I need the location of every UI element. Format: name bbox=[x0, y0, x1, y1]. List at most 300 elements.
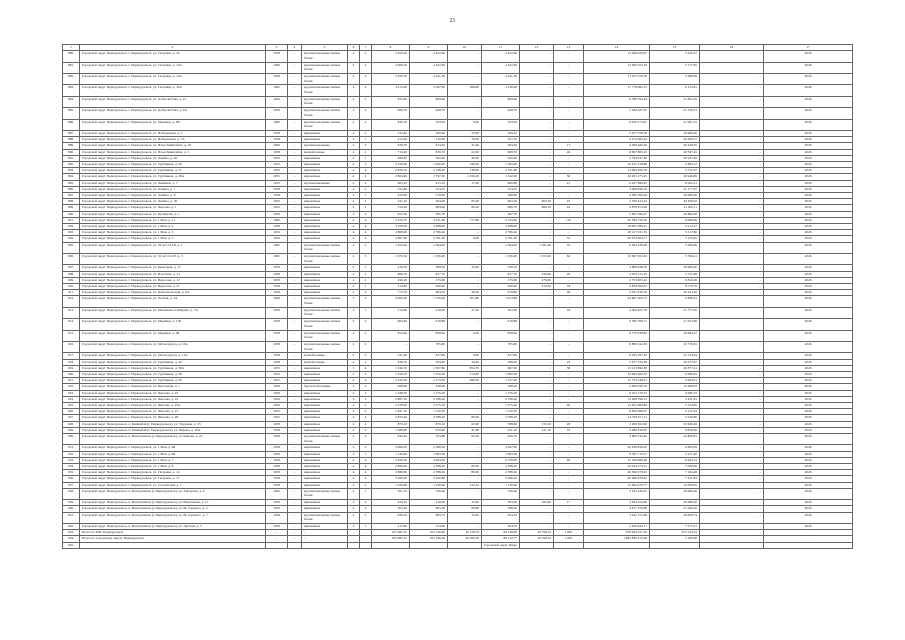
table-cell: 352,80 bbox=[372, 186, 410, 192]
table-cell: 4 bbox=[348, 174, 360, 180]
table-cell: 2 788,20 bbox=[410, 470, 448, 476]
table-cell: 33,00 bbox=[448, 500, 482, 506]
table-cell: 3 251,60 bbox=[410, 217, 448, 223]
address-cell: Городской округ Первоуральск, г. Первоуральск, ул. Чкалова, д. 43 bbox=[80, 390, 266, 396]
table-cell: кирпичные bbox=[302, 415, 348, 421]
table-cell: 391,00 bbox=[482, 307, 520, 318]
table-cell: 915. bbox=[63, 330, 80, 341]
table-cell: – bbox=[700, 307, 764, 318]
table-cell: крупнопанельные жилые блоки bbox=[302, 330, 348, 341]
table-cell: кирпичные bbox=[302, 223, 348, 229]
table-cell bbox=[360, 542, 372, 548]
table-cell: 1958 bbox=[266, 319, 288, 330]
table-cell: – bbox=[348, 530, 360, 536]
table-cell: 2 788,20 bbox=[410, 463, 448, 469]
table-cell: 613,10 bbox=[410, 180, 448, 186]
table-cell: – bbox=[448, 96, 482, 107]
table-cell: 17 778 682,53 bbox=[584, 85, 650, 96]
table-cell: – bbox=[554, 85, 584, 96]
table-cell: 1958 bbox=[266, 186, 288, 192]
column-number: 8 bbox=[372, 45, 410, 51]
table-cell: 3 bbox=[348, 396, 360, 402]
table-cell: – bbox=[288, 390, 302, 396]
table-cell: 899. bbox=[63, 205, 80, 211]
table-cell: 1955 bbox=[266, 378, 288, 384]
table-cell: – bbox=[700, 217, 764, 223]
table-cell: 2026 bbox=[764, 205, 853, 211]
column-number: 4 bbox=[288, 45, 302, 51]
table-cell: 2 bbox=[348, 277, 360, 283]
table-cell: 2 bbox=[360, 500, 372, 506]
table-cell: – bbox=[700, 296, 764, 307]
table-cell: 1 326,60 bbox=[372, 482, 410, 488]
table-cell: 676,70 bbox=[410, 149, 448, 155]
table-cell: 900. bbox=[63, 211, 80, 217]
table-cell: 941. bbox=[63, 512, 80, 523]
table-cell: – bbox=[700, 230, 764, 236]
table-cell: кирпичные bbox=[302, 168, 348, 174]
table-cell: – bbox=[520, 353, 554, 359]
table-cell: 2026 bbox=[764, 365, 853, 371]
address-cell: Городской округ Первоуральск, г. Первоуральск, ул. 1 Мая, д. 6Б bbox=[80, 445, 266, 451]
table-cell: 2026 bbox=[764, 174, 853, 180]
table-cell: 4 369 466,46 bbox=[584, 143, 650, 149]
table-cell: 2 bbox=[360, 330, 372, 341]
table-cell: 5 180,66 bbox=[650, 536, 700, 542]
table-cell: 2 788,20 bbox=[410, 415, 448, 421]
table-cell: – bbox=[520, 51, 554, 62]
column-number: 15 bbox=[650, 45, 700, 51]
table-cell: – bbox=[448, 271, 482, 277]
table-cell: – bbox=[700, 341, 764, 352]
table-cell: 2 278,40 bbox=[372, 402, 410, 408]
table-cell: 2026 bbox=[764, 168, 853, 174]
table-cell: 5 605 396,47 bbox=[584, 211, 650, 217]
table-cell: – bbox=[288, 500, 302, 506]
table-cell: 2026 bbox=[764, 396, 853, 402]
table-cell: 664,60 bbox=[372, 319, 410, 330]
table-cell: 2026 bbox=[764, 482, 853, 488]
table-cell: – bbox=[288, 451, 302, 457]
table-cell: – bbox=[302, 530, 348, 536]
address-cell: Городской округ Первоуральск, г. Первоуральск, ул. Медиков, д. 9В bbox=[80, 119, 266, 130]
table-cell: 66,80 bbox=[448, 506, 482, 512]
table-cell: 2 866,90 bbox=[372, 463, 410, 469]
table-cell: – bbox=[554, 130, 584, 136]
table-cell: 2 bbox=[360, 277, 372, 283]
table-cell: 84 338,69 bbox=[482, 530, 520, 536]
table-cell: 2 bbox=[360, 433, 372, 444]
table-cell: 2026 bbox=[764, 253, 853, 264]
table-cell: – bbox=[700, 409, 764, 415]
address-cell: Городской округ Первоуральск, г. Первоуральск, ул. Комсомольская, д. 6А bbox=[80, 290, 266, 296]
table-cell: 20 946,89 bbox=[650, 174, 700, 180]
table-cell: 487,70 bbox=[482, 211, 520, 217]
table-cell: 4 274 000,42 bbox=[584, 137, 650, 143]
table-cell: – bbox=[700, 433, 764, 444]
address-cell: Городской округ Первоуральск, г. Первоуральск, ул. Трубников, д. 44 bbox=[80, 359, 266, 365]
table-cell: 7 221,83 bbox=[650, 476, 700, 482]
table-cell: кирпичные bbox=[302, 130, 348, 136]
table-cell: кирпичные bbox=[302, 470, 348, 476]
table-cell: – bbox=[448, 445, 482, 451]
table-cell: 2 bbox=[360, 290, 372, 296]
table-cell: 2026 bbox=[764, 236, 853, 242]
table-cell: – bbox=[700, 180, 764, 186]
address-cell: Городской округ Первоуральск, г. Первоуральск, ул. Добролюбова, д. 41 bbox=[80, 96, 266, 107]
table-cell: 902. bbox=[63, 223, 80, 229]
column-number: 17 bbox=[764, 45, 853, 51]
address-cell: Городской округ Первоуральск, г. Первоуральск, ул. 1 Мая, д. 3 bbox=[80, 230, 266, 236]
table-cell bbox=[410, 542, 448, 548]
table-cell: 2 bbox=[348, 283, 360, 289]
table-cell: 85,00 bbox=[448, 199, 482, 205]
table-cell: – bbox=[302, 536, 348, 542]
table-cell: – bbox=[520, 119, 554, 130]
table-cell: 2 bbox=[348, 384, 360, 390]
table-cell: 724,30 bbox=[372, 205, 410, 211]
table-cell: 2 887,20 bbox=[372, 396, 410, 402]
table-cell: 3 bbox=[348, 390, 360, 396]
table-cell: – bbox=[554, 341, 584, 352]
table-cell: 9 080,33 bbox=[650, 390, 700, 396]
table-cell: крупнопанельные жилые блоки bbox=[302, 296, 348, 307]
table-cell: 4 bbox=[348, 253, 360, 264]
table-cell: 2 868,00 bbox=[372, 230, 410, 236]
table-cell: 32 bbox=[554, 242, 584, 253]
table-cell: 4 bbox=[348, 463, 360, 469]
table-cell: 324,70 bbox=[482, 186, 520, 192]
table-cell: 2026 bbox=[764, 180, 853, 186]
table-cell: – bbox=[700, 512, 764, 523]
table-cell: 8 252 179,37 bbox=[584, 390, 650, 396]
table-cell: 27,20 bbox=[448, 307, 482, 318]
table-cell: – bbox=[700, 378, 764, 384]
table-cell: 2 bbox=[360, 149, 372, 155]
table-cell: 936. bbox=[63, 476, 80, 482]
table-cell: 2 bbox=[360, 242, 372, 253]
table-cell: 2 bbox=[360, 384, 372, 390]
table-cell: 2026 bbox=[764, 488, 853, 499]
table-cell: 2 bbox=[348, 130, 360, 136]
table-row bbox=[63, 542, 853, 548]
table-cell: 2026 bbox=[764, 506, 853, 512]
address-cell: Городской округ Первоуральск, г. Первоуральск, ул. Ленина, д. 20 bbox=[80, 155, 266, 161]
table-cell: – bbox=[700, 396, 764, 402]
table-cell bbox=[700, 542, 764, 548]
table-cell: 2026 bbox=[764, 409, 853, 415]
table-cell: кирпичные bbox=[302, 161, 348, 167]
table-cell: 25 609,49 bbox=[650, 421, 700, 427]
table-cell: 1 537,40 bbox=[482, 378, 520, 384]
table-cell: 663,10 bbox=[372, 180, 410, 186]
table-cell: 817,70 bbox=[482, 271, 520, 277]
table-cell: 2 273,50 bbox=[410, 378, 448, 384]
table-cell: 904. bbox=[63, 236, 80, 242]
table-cell: 5 677 534,38 bbox=[584, 359, 650, 365]
table-cell: 4 bbox=[360, 62, 372, 73]
table-cell: – bbox=[554, 51, 584, 62]
table-cell: 898. bbox=[63, 199, 80, 205]
table-cell: 885. bbox=[63, 108, 80, 119]
table-cell: 3 624 454,06 bbox=[584, 500, 650, 506]
table-cell: 1958 bbox=[266, 457, 288, 463]
table-cell: 2026 bbox=[764, 62, 853, 73]
table-cell: 105 685,12 bbox=[372, 536, 410, 542]
table-cell: крупнопанельные жилые блоки bbox=[302, 488, 348, 499]
table-cell: 9 035 297,43 bbox=[584, 353, 650, 359]
table-cell: – bbox=[520, 319, 554, 330]
table-cell bbox=[266, 542, 288, 548]
table-cell: 4 964,91 bbox=[650, 378, 700, 384]
column-number: 13 bbox=[554, 45, 584, 51]
table-cell: 938. bbox=[63, 488, 80, 499]
table-cell: 2026 bbox=[764, 51, 853, 62]
table-cell: 1964 bbox=[266, 96, 288, 107]
table-cell: – bbox=[554, 265, 584, 271]
table-cell: 2 356 613,44 bbox=[584, 199, 650, 205]
table-cell: 2026 bbox=[764, 378, 853, 384]
table-cell: 1 bbox=[360, 523, 372, 529]
table-cell: 7 575,21 bbox=[650, 523, 700, 529]
table-row bbox=[63, 488, 853, 499]
table-cell: – bbox=[266, 536, 288, 542]
table-cell: 16 798,32 bbox=[520, 536, 554, 542]
table-row bbox=[63, 51, 853, 62]
table-cell: 5 752,07 bbox=[650, 168, 700, 174]
table-cell: 2 bbox=[348, 307, 360, 318]
table-cell: 2 bbox=[360, 96, 372, 107]
table-cell: – bbox=[554, 396, 584, 402]
table-cell: 36 984,47 bbox=[650, 330, 700, 341]
table-cell: – bbox=[372, 341, 410, 352]
table-cell: – bbox=[700, 384, 764, 390]
table-cell: 20 277,67 bbox=[650, 359, 700, 365]
address-cell: Городской округ Первоуральск, п. Новоуткинск (г. Первоуральск), ул. Кирова, д. 23 bbox=[80, 433, 266, 444]
table-cell: 18 bbox=[554, 283, 584, 289]
table-cell: 1956 bbox=[266, 402, 288, 408]
table-cell: – bbox=[554, 96, 584, 107]
table-cell: 1 353,00 bbox=[520, 253, 554, 264]
address-cell: Городской округ Первоуральск, г. Первоуральск, ул. Кузнецова, д. 1 bbox=[80, 211, 266, 217]
table-cell: 2026 bbox=[764, 307, 853, 318]
table-cell: кирпичные bbox=[302, 482, 348, 488]
table-cell: 1965 bbox=[266, 242, 288, 253]
table-cell: 1 bbox=[360, 265, 372, 271]
table-cell: 1 370,20 bbox=[410, 371, 448, 377]
table-cell: 4 bbox=[348, 62, 360, 73]
table-cell: – bbox=[554, 192, 584, 198]
table-cell: 2 275,50 bbox=[410, 402, 448, 408]
table-cell: крупнопанельные жилые блоки bbox=[302, 307, 348, 318]
table-cell: кирпичные bbox=[302, 236, 348, 242]
table-cell bbox=[764, 542, 853, 548]
table-cell: 20 856,74 bbox=[650, 512, 700, 523]
address-cell: Итого по городскому округу Первоуральск bbox=[80, 536, 266, 542]
table-cell: 44,00 bbox=[448, 359, 482, 365]
table-cell: 40,00 bbox=[448, 155, 482, 161]
table-cell: 8 629 368,57 bbox=[584, 409, 650, 415]
table-cell: 16 bbox=[554, 427, 584, 433]
table-cell: 15 246 080,48 bbox=[584, 457, 650, 463]
table-cell: 24 667 405,75 bbox=[584, 296, 650, 307]
table-cell: крупнопанельные жилые блоки bbox=[302, 512, 348, 523]
table-cell: 6 788 194,18 bbox=[584, 96, 650, 107]
table-cell: – bbox=[520, 192, 554, 198]
table-cell: 3 413,00 bbox=[372, 85, 410, 96]
table-cell: 4 bbox=[348, 161, 360, 167]
table-cell: 340,00 bbox=[448, 161, 482, 167]
table-cell: 1958 bbox=[266, 51, 288, 62]
table-cell: 20 886,48 bbox=[650, 211, 700, 217]
address-cell: Городской округ Первоуральск, г. Первоуральск, ул. Трубников, д. 28 bbox=[80, 371, 266, 377]
table-cell: 2 457 558,56 bbox=[584, 130, 650, 136]
table-cell: – bbox=[288, 421, 302, 427]
table-row bbox=[63, 62, 853, 73]
table-cell: 784,50 bbox=[410, 119, 448, 130]
table-cell: 1958 bbox=[266, 421, 288, 427]
table-cell: – bbox=[700, 119, 764, 130]
table-cell: – bbox=[288, 85, 302, 96]
table-cell: – bbox=[288, 137, 302, 143]
column-number: 2 bbox=[80, 45, 266, 51]
table-cell: – bbox=[700, 463, 764, 469]
table-cell: 28 bbox=[554, 290, 584, 296]
table-cell: – bbox=[554, 161, 584, 167]
table-cell: 7 184,48 bbox=[650, 470, 700, 476]
table-cell: 2026 bbox=[764, 217, 853, 223]
address-cell: Городской округ Первоуральск, п. Новоуткинск (г. Первоуральск), ул. Вокзальная, д. 17 bbox=[80, 500, 266, 506]
table-cell: 916. bbox=[63, 341, 80, 352]
table-cell: 6 247 886,95 bbox=[584, 180, 650, 186]
register-table bbox=[62, 44, 853, 549]
table-cell: – bbox=[288, 271, 302, 277]
table-cell: 2 bbox=[360, 445, 372, 451]
table-cell: кирпичные bbox=[302, 476, 348, 482]
table-cell: 2026 bbox=[764, 199, 853, 205]
table-cell: 62 bbox=[554, 253, 584, 264]
table-cell: 2026 bbox=[764, 290, 853, 296]
column-number: 9 bbox=[410, 45, 448, 51]
table-cell: 1 bbox=[360, 137, 372, 143]
table-cell: 618,80 bbox=[410, 319, 448, 330]
table-cell: 667,50 bbox=[482, 365, 520, 371]
table-cell: 683,73 bbox=[410, 512, 448, 523]
table-row bbox=[63, 512, 853, 523]
table-cell: 20 877,21 bbox=[650, 365, 700, 371]
table-cell: 262,60 bbox=[482, 155, 520, 161]
table-cell: 1958 bbox=[266, 223, 288, 229]
table-cell: кирпичные bbox=[302, 205, 348, 211]
table-cell: 2026 bbox=[764, 211, 853, 217]
table-cell: 777,80 bbox=[448, 217, 482, 223]
table-cell: 2026 bbox=[764, 427, 853, 433]
table-cell: 901. bbox=[63, 217, 80, 223]
table-cell: 132,10 bbox=[448, 482, 482, 488]
table-cell: 4 064,50 bbox=[372, 296, 410, 307]
table-cell: 20 296 639,42 bbox=[584, 476, 650, 482]
table-cell: – bbox=[700, 199, 764, 205]
table-cell: 924. bbox=[63, 396, 80, 402]
table-cell: 943. bbox=[63, 530, 80, 536]
table-cell: 4 bbox=[348, 217, 360, 223]
table-cell: 2 876,10 bbox=[372, 168, 410, 174]
table-cell: 434,10 bbox=[372, 500, 410, 506]
table-cell: кирпичные bbox=[302, 378, 348, 384]
table-cell: кирпичные bbox=[302, 457, 348, 463]
table-cell: – bbox=[700, 143, 764, 149]
table-cell: 326,60 bbox=[520, 271, 554, 277]
table-cell: – bbox=[554, 353, 584, 359]
table-cell: 2 669,20 bbox=[372, 62, 410, 73]
table-cell: – bbox=[554, 277, 584, 283]
table-cell: 8 494,14 bbox=[650, 457, 700, 463]
table-cell: – bbox=[700, 253, 764, 264]
table-cell: 20 980,40 bbox=[650, 488, 700, 499]
table-cell: 9 560 768,17 bbox=[584, 319, 650, 330]
table-cell: – bbox=[448, 396, 482, 402]
table-cell: – bbox=[288, 253, 302, 264]
table-cell: кирпичные bbox=[302, 265, 348, 271]
table-cell: – bbox=[288, 396, 302, 402]
table-cell: 598,50 bbox=[482, 506, 520, 512]
table-cell: – bbox=[520, 341, 554, 352]
table-cell: 13 656 353,18 bbox=[584, 62, 650, 73]
table-cell: 2 bbox=[360, 119, 372, 130]
table-cell: 2026 bbox=[764, 130, 853, 136]
table-cell: 2 bbox=[348, 330, 360, 341]
table-cell: 586,00 bbox=[482, 359, 520, 365]
table-cell: 17 bbox=[554, 143, 584, 149]
table-cell: – bbox=[288, 205, 302, 211]
table-cell: 928. bbox=[63, 421, 80, 427]
table-cell: – bbox=[520, 523, 554, 529]
table-cell: 2 bbox=[348, 319, 360, 330]
table-cell: 2 bbox=[348, 523, 360, 529]
table-cell: 680,00 bbox=[448, 378, 482, 384]
table-cell: – bbox=[288, 457, 302, 463]
table-cell: 1953 bbox=[266, 371, 288, 377]
table-cell: – bbox=[520, 307, 554, 318]
table-cell: 138,00 bbox=[448, 168, 482, 174]
table-cell: 2 bbox=[348, 271, 360, 277]
table-cell: 1955 bbox=[266, 205, 288, 211]
table-cell: 2 bbox=[348, 290, 360, 296]
table-cell: – bbox=[700, 319, 764, 330]
table-cell: 4 bbox=[348, 415, 360, 421]
table-cell: 2 bbox=[348, 427, 360, 433]
table-cell: 2 bbox=[360, 108, 372, 119]
table-cell: 1958 bbox=[266, 433, 288, 444]
table-cell: 8 878,60 bbox=[650, 427, 700, 433]
table-cell: – bbox=[448, 476, 482, 482]
table-cell: 1956 bbox=[266, 396, 288, 402]
address-cell: Городской округ Первоуральск, г. Первоуральск, ул. Металлургов, д. 10А bbox=[80, 341, 266, 352]
table-cell: – bbox=[700, 500, 764, 506]
table-cell: 2 bbox=[348, 488, 360, 499]
address-cell: Городской округ Первоуральск, г. Первоуральск, ул. 1 Мая, д. 2 bbox=[80, 223, 266, 229]
table-cell: 3 bbox=[360, 390, 372, 396]
table-cell: 4 977 476,89 bbox=[584, 506, 650, 512]
table-cell: – bbox=[288, 277, 302, 283]
table-cell: 918. bbox=[63, 359, 80, 365]
table-cell: 1 756,00 bbox=[410, 296, 448, 307]
table-cell: 5 431,81 bbox=[650, 396, 700, 402]
table-cell: – bbox=[554, 168, 584, 174]
table-cell: 896. bbox=[63, 186, 80, 192]
table-cell: кирпичные bbox=[302, 155, 348, 161]
table-cell: 62,30 bbox=[448, 433, 482, 444]
